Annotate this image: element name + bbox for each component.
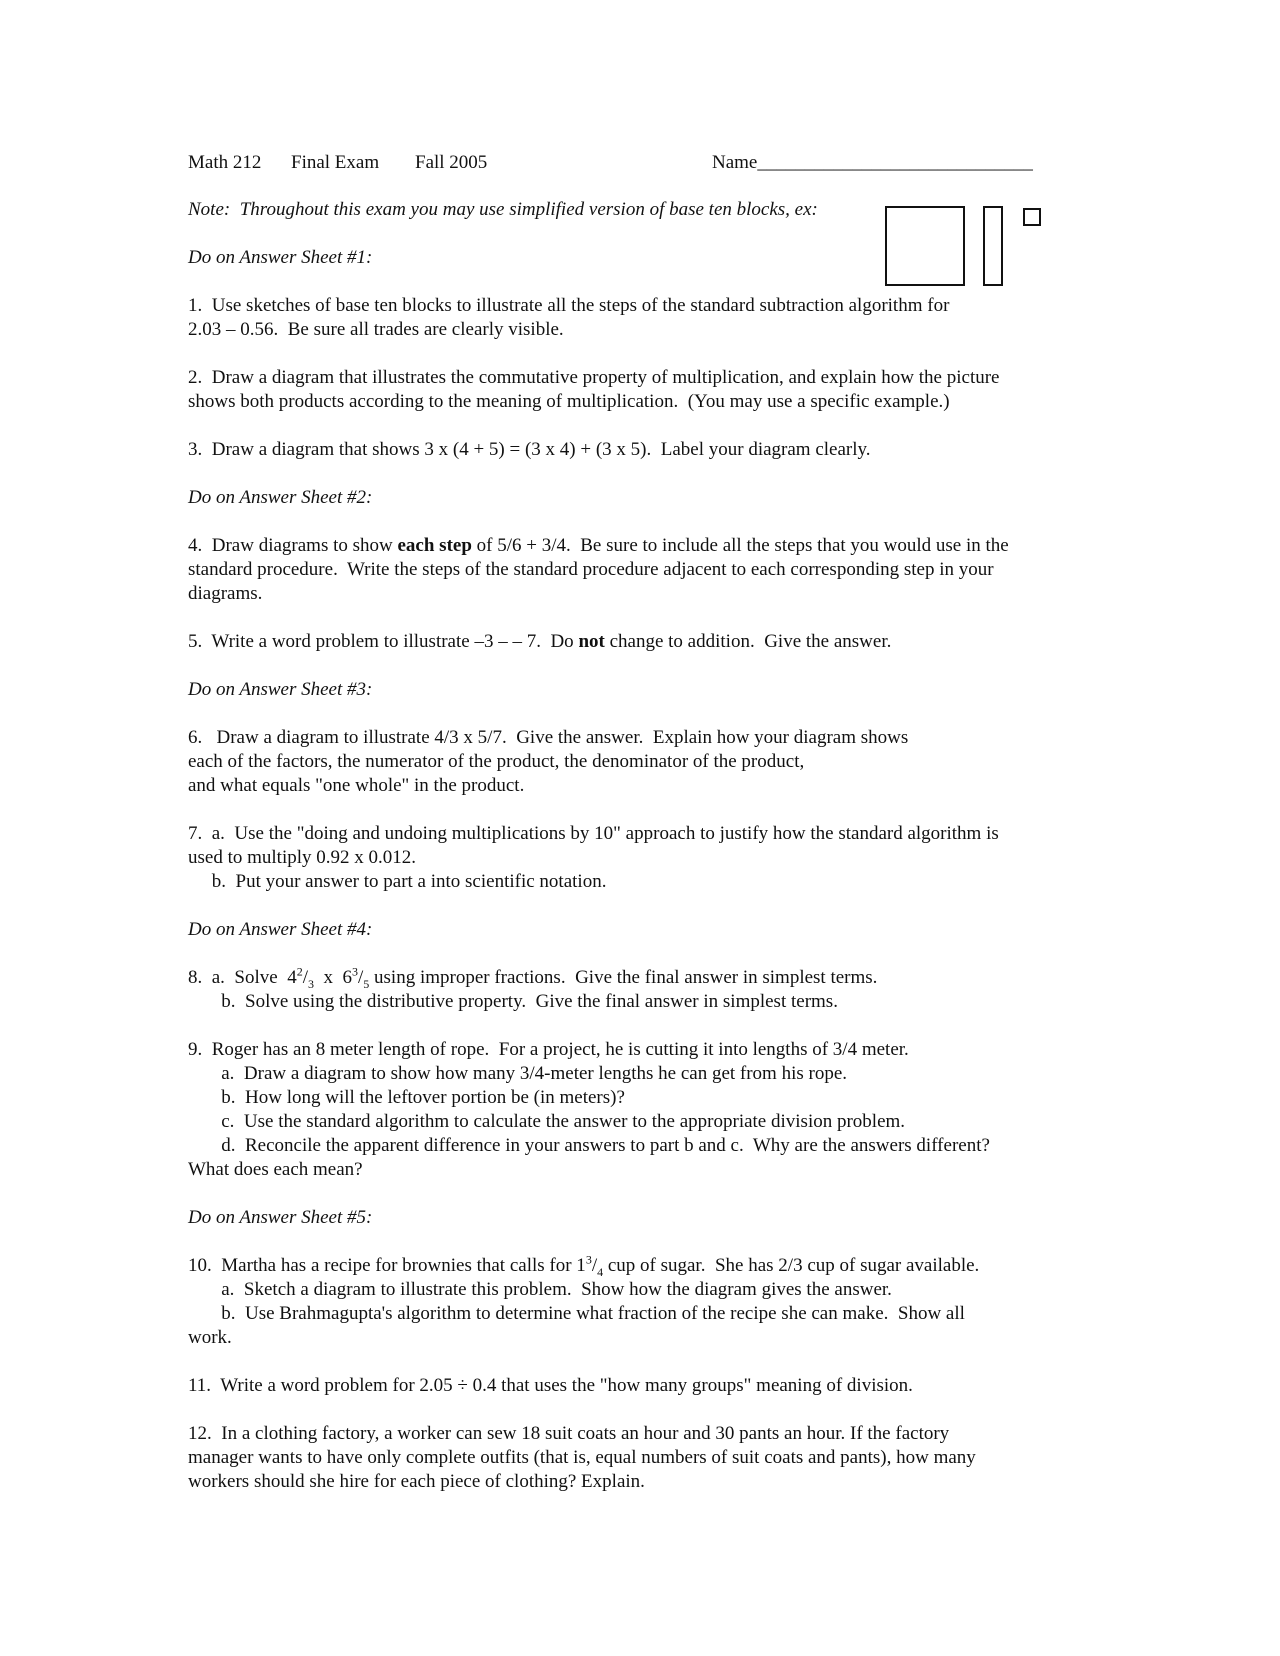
q12-line-3: workers should she hire for each piece of clothing? Explain. bbox=[188, 1471, 645, 1492]
note-text: Note: Throughout this exam you may use simplified version of base ten blocks, ex: bbox=[188, 199, 818, 220]
q4-emphasis-each-step: each step bbox=[397, 535, 472, 556]
q8-numerator-1: 2 bbox=[296, 964, 303, 979]
base-ten-unit-block bbox=[1023, 208, 1041, 226]
q4-text-a: 4. Draw diagrams to show bbox=[188, 535, 398, 556]
sheet-5-heading: Do on Answer Sheet #5: bbox=[188, 1207, 373, 1228]
q9-line-4: c. Use the standard algorithm to calculate the answer to the appropriate division problem. bbox=[188, 1111, 906, 1132]
q7-line-3: b. Put your answer to part a into scientific notation. bbox=[188, 871, 607, 892]
q10-denominator: 4 bbox=[597, 1264, 604, 1279]
q10-text-a: 10. Martha has a recipe for brownies that calls for 1 bbox=[188, 1255, 586, 1276]
q8-slash-2: / bbox=[358, 967, 364, 988]
q8-text-c: using improper fractions. Give the final answer in simplest terms. bbox=[369, 967, 878, 988]
q9-line-5: d. Reconcile the apparent difference in your answers to part b and c. Why are the answers different? bbox=[188, 1135, 990, 1156]
q8-denominator-2: 5 bbox=[363, 976, 370, 991]
q10-line-3: b. Use Brahmagupta's algorithm to determine what fraction of the recipe she can make. Show all bbox=[188, 1303, 965, 1324]
sheet-1-heading: Do on Answer Sheet #1: bbox=[188, 247, 373, 268]
q10-text-b: cup of sugar. She has 2/3 cup of sugar available. bbox=[603, 1255, 980, 1276]
q1-line-1: 1. Use sketches of base ten blocks to illustrate all the steps of the standard subtraction algorithm for bbox=[188, 295, 950, 316]
q9-line-6: What does each mean? bbox=[188, 1159, 363, 1180]
q10-line-4: work. bbox=[188, 1327, 232, 1348]
q10-line-1 bbox=[188, 1254, 979, 1278]
q3-line-1: 3. Draw a diagram that shows 3 x (4 + 5) = (3 x 4) + (3 x 5). Label your diagram clearly. bbox=[188, 439, 871, 460]
q2-line-1: 2. Draw a diagram that illustrates the commutative property of multiplication, and explain how the picture bbox=[188, 367, 1000, 388]
base-ten-flat-block bbox=[885, 206, 965, 286]
q12-line-1: 12. In a clothing factory, a worker can sew 18 suit coats an hour and 30 pants an hour. If the factory bbox=[188, 1423, 950, 1444]
q4-text-c: of 5/6 + 3/4. Be sure to include all the steps that you would use in the bbox=[471, 535, 1009, 556]
q6-line-2: each of the factors, the numerator of the product, the denominator of the product, bbox=[188, 751, 805, 772]
q4-line-2: standard procedure. Write the steps of the standard procedure adjacent to each corresponding step in your bbox=[188, 559, 994, 580]
q5-text-a: 5. Write a word problem to illustrate –3 – – 7. Do bbox=[188, 631, 579, 652]
q5-emphasis-not: not bbox=[578, 631, 605, 652]
q10-numerator: 3 bbox=[585, 1252, 592, 1267]
q9-line-3: b. How long will the leftover portion be (in meters)? bbox=[188, 1087, 625, 1108]
q11-line-1: 11. Write a word problem for 2.05 ÷ 0.4 that uses the "how many groups" meaning of division. bbox=[188, 1375, 913, 1396]
q7-line-2: used to multiply 0.92 x 0.012. bbox=[188, 847, 416, 868]
q9-line-1: 9. Roger has an 8 meter length of rope. For a project, he is cutting it into lengths of 3/4 meter. bbox=[188, 1039, 909, 1060]
q8-numerator-2: 3 bbox=[352, 964, 358, 979]
course-label: Math 212 bbox=[188, 152, 262, 173]
q5-text-c: change to addition. Give the answer. bbox=[604, 631, 892, 652]
q7-line-1: 7. a. Use the "doing and undoing multiplications by 10" approach to justify how the standard algorithm is bbox=[188, 823, 999, 844]
base-ten-long-block bbox=[983, 206, 1003, 286]
q4-line-3: diagrams. bbox=[188, 583, 263, 604]
q8-line-2: b. Solve using the distributive property. Give the final answer in simplest terms. bbox=[188, 991, 838, 1012]
sheet-4-heading: Do on Answer Sheet #4: bbox=[188, 919, 373, 940]
name-field bbox=[712, 151, 1033, 175]
exam-label: Final Exam bbox=[291, 152, 380, 173]
sheet-3-heading: Do on Answer Sheet #3: bbox=[188, 679, 373, 700]
q2-line-2: shows both products according to the meaning of multiplication. (You may use a specific example.) bbox=[188, 391, 950, 412]
q8-text-a: 8. a. Solve 4 bbox=[188, 967, 297, 988]
term-label: Fall 2005 bbox=[415, 152, 488, 173]
q10-line-2: a. Sketch a diagram to illustrate this problem. Show how the diagram gives the answer. bbox=[188, 1279, 892, 1300]
name-label: Name bbox=[712, 152, 758, 173]
q8-denominator-1: 3 bbox=[308, 976, 314, 991]
q4-line-1 bbox=[188, 534, 1009, 558]
q12-line-2: manager wants to have only complete outfits (that is, equal numbers of suit coats and pants), how many bbox=[188, 1447, 976, 1468]
q8-slash-1: / bbox=[302, 967, 308, 988]
q6-line-1: 6. Draw a diagram to illustrate 4/3 x 5/7. Give the answer. Explain how your diagram shows bbox=[188, 727, 909, 748]
q1-line-2: 2.03 – 0.56. Be sure all trades are clearly visible. bbox=[188, 319, 564, 340]
q8-text-b: x 6 bbox=[314, 967, 352, 988]
q8-line-1 bbox=[188, 966, 877, 990]
name-blank: _____________________________ bbox=[757, 152, 1033, 173]
q6-line-3: and what equals "one whole" in the product. bbox=[188, 775, 525, 796]
q9-line-2: a. Draw a diagram to show how many 3/4-meter lengths he can get from his rope. bbox=[188, 1063, 848, 1084]
q5-line-1 bbox=[188, 630, 891, 654]
sheet-2-heading: Do on Answer Sheet #2: bbox=[188, 487, 373, 508]
q10-slash: / bbox=[591, 1255, 598, 1276]
